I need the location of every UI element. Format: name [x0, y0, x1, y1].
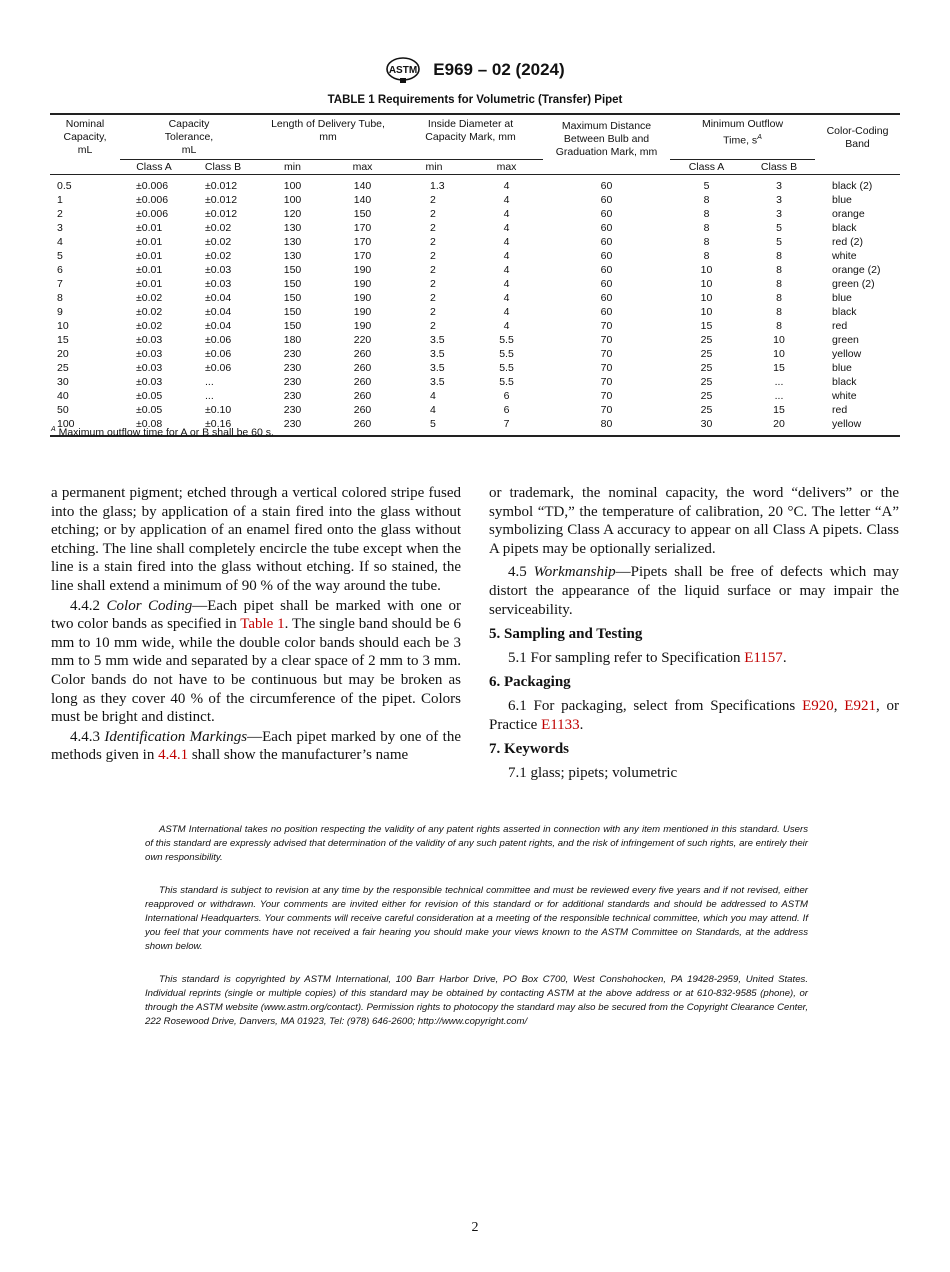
cell-length-max: 260 [353, 348, 372, 360]
patent-notice [145, 823, 808, 865]
cell-outflow-class-a: 8 [703, 236, 710, 248]
svg-text:ASTM: ASTM [389, 65, 418, 76]
cell-nominal-capacity: 15 [57, 334, 69, 346]
cell-nominal-capacity: 5 [57, 250, 63, 262]
right-column [489, 484, 899, 782]
cell-max-distance: 70 [600, 320, 613, 332]
cell-outflow-class-b: 20 [743, 417, 815, 436]
link-4-4-1[interactable]: 4.4.1 [158, 747, 189, 764]
cell-diameter-max: 4 [503, 278, 510, 290]
paragraph-4-5 [489, 563, 899, 619]
table-row [50, 347, 900, 361]
cell-max-distance: 80 [543, 417, 670, 436]
cell-diameter-min: 3.5 [430, 348, 445, 360]
cell-outflow-class-a: 10 [700, 264, 713, 276]
cell-diameter-max: 4 [503, 194, 510, 206]
cell-length-min: 180 [283, 334, 302, 346]
cell-tolerance-class-b: ±0.012 [205, 194, 238, 206]
cell-max-distance: 60 [600, 208, 613, 220]
cell-diameter-max: 4 [503, 236, 510, 248]
cell-outflow-class-a: 25 [700, 390, 713, 402]
cell-tolerance-class-b: ... [205, 376, 214, 388]
cell-length-max: 220 [353, 334, 372, 346]
cell-length-min: 100 [283, 194, 302, 206]
cell-color-band: red (2) [832, 236, 863, 248]
footnote-mark: A [51, 426, 56, 433]
cell-length-min: 100 [283, 180, 302, 192]
cell-color-band: red [832, 320, 848, 332]
cell-diameter-max: 4 [503, 292, 510, 304]
page-number: 2 [471, 1220, 479, 1235]
cell-length-max: 170 [353, 250, 372, 262]
cell-tolerance-class-b: ±0.03 [205, 264, 232, 276]
cell-tolerance-class-a: ±0.03 [136, 348, 163, 360]
notice-text: This standard is subject to revision at any time by the responsible technical committee and must be reviewed every five years and if not revised, either reapproved or withdrawn. Your comments are invited either for revision of this standard or for additional standards and should be addressed to ASTM International Headquarters. Your comments will receive careful consideration at a meeting of the responsible technical committee, which you may attend. If you feel that your comments have not received a fair hearing you should make your views known to the ASTM Committee on Standards, at the address shown below. [145, 885, 808, 952]
cell-nominal-capacity: 25 [57, 362, 69, 374]
header-color-band: Color-Coding Band [815, 114, 900, 175]
section-number: 4.4.2 [70, 597, 107, 614]
cell-length-min: 150 [283, 292, 302, 304]
cell-diameter-min: 2 [430, 292, 436, 304]
cell-diameter-max: 5.5 [499, 348, 514, 360]
table-row [50, 235, 900, 249]
cell-outflow-class-b: 15 [773, 404, 785, 416]
cell-tolerance-class-a: ±0.08 [120, 417, 188, 436]
link-e1133[interactable]: E1133 [541, 716, 580, 733]
footnote-ref: A [757, 134, 762, 141]
link-e920[interactable]: E920 [802, 697, 834, 714]
cell-outflow-class-b: 3 [776, 194, 782, 206]
paragraph-text: . The single band should be 6 mm to 10 mm wide, while the double color bands should each be 3 mm to 5 mm wide and separated by a clear space of 2 mm to 3 mm. Color bands do not have to be continuous but may be broken as long as they cover 40 % of the circumference of the pipet. Colors must be bright and distinct. [51, 616, 461, 726]
cell-color-band: red [832, 404, 848, 416]
cell-tolerance-class-a: ±0.02 [136, 292, 163, 304]
cell-length-min: 230 [283, 376, 302, 388]
header-min-outflow-label: Minimum Outflow Time, s [701, 118, 784, 147]
cell-length-max: 140 [353, 180, 372, 192]
cell-tolerance-class-a: ±0.02 [136, 306, 163, 318]
cell-diameter-min: 2 [430, 236, 436, 248]
cell-length-max: 170 [353, 222, 372, 234]
cell-length-max: 150 [353, 208, 372, 220]
paragraph-4-4-3-cont: or trademark, the nominal capacity, the word “delivers” or the symbol “TD,” the temperature of calibration, 20 °C. The letter “A” symbolizing Class A accuracy to appear on all Class A pipets. Class A pipets may be optionally serialized. [489, 485, 899, 557]
cell-outflow-class-a: 5 [703, 180, 710, 192]
cell-length-min: 150 [283, 320, 302, 332]
cell-length-max: 190 [353, 292, 372, 304]
cell-length-min: 230 [258, 417, 327, 436]
cell-length-max: 260 [353, 362, 372, 374]
paragraph-text: , or Practice [489, 697, 900, 733]
cell-nominal-capacity: 9 [57, 306, 63, 318]
cell-length-min: 230 [283, 348, 302, 360]
cell-outflow-class-a: 25 [700, 376, 713, 388]
paragraph-text: —Each pipet marked by one of the methods given in [51, 728, 461, 764]
cell-max-distance: 60 [600, 236, 613, 248]
header-class-a: Class A [120, 160, 188, 175]
cell-max-distance: 70 [600, 376, 613, 388]
table-row [50, 333, 900, 347]
cell-nominal-capacity: 50 [57, 404, 69, 416]
paragraph-6-1 [489, 697, 899, 734]
table-row [50, 361, 900, 375]
cell-max-distance: 70 [600, 362, 613, 374]
cell-tolerance-class-b: ±0.012 [205, 208, 238, 220]
cell-outflow-class-b: 8 [776, 306, 782, 318]
cell-nominal-capacity: 1 [57, 194, 63, 206]
cell-outflow-class-a: 10 [700, 278, 713, 290]
standard-designation: E969 – 02 (2024) [433, 60, 565, 79]
header-inside-diameter: Inside Diameter at Capacity Mark, mm [398, 114, 543, 160]
cell-length-max: 170 [353, 236, 372, 248]
cell-length-max: 190 [353, 278, 372, 290]
section-title: Color Coding [106, 597, 193, 614]
cell-outflow-class-b: ... [774, 376, 784, 388]
table-row [50, 277, 900, 291]
cell-color-band: yellow [815, 417, 900, 436]
cell-length-min: 130 [283, 250, 302, 262]
cell-outflow-class-b: 8 [776, 278, 782, 290]
table-row [50, 221, 900, 235]
cell-tolerance-class-b: ±0.04 [205, 306, 232, 318]
header-class-b: Class B [188, 160, 258, 175]
cell-outflow-class-b: 8 [776, 320, 782, 332]
cell-tolerance-class-a: ±0.05 [136, 404, 163, 416]
cell-length-min: 130 [283, 222, 302, 234]
cell-max-distance: 60 [600, 292, 613, 304]
header-min-outflow-time [670, 114, 815, 160]
cell-diameter-max: 4 [503, 250, 510, 262]
cell-diameter-max: 4 [503, 320, 510, 332]
cell-diameter-min: 3.5 [430, 362, 445, 374]
cell-tolerance-class-b: ±0.06 [205, 334, 232, 346]
section-number: 4.5 [508, 564, 534, 581]
cell-nominal-capacity: 20 [57, 348, 69, 360]
cell-max-distance: 70 [600, 390, 613, 402]
cell-outflow-class-b: 8 [776, 292, 782, 304]
cell-length-max: 260 [353, 404, 372, 416]
header-delivery-tube-length: Length of Delivery Tube, mm [258, 114, 398, 160]
paragraph-7-1: 7.1 glass; pipets; volumetric [508, 764, 678, 781]
table-row [50, 291, 900, 305]
header-diameter-min: min [398, 160, 470, 175]
cell-tolerance-class-b: ±0.012 [205, 180, 238, 192]
cell-length-max: 140 [353, 194, 372, 206]
cell-outflow-class-a: 25 [700, 334, 713, 346]
cell-outflow-class-b: 3 [776, 180, 782, 192]
cell-diameter-max: 5.5 [499, 334, 514, 346]
cell-nominal-capacity: 10 [57, 320, 69, 332]
cell-diameter-max: 4 [503, 222, 510, 234]
cell-diameter-max: 4 [503, 264, 510, 276]
requirements-table [50, 113, 900, 437]
cell-length-max: 190 [353, 264, 372, 276]
heading-keywords: 7. Keywords [489, 741, 569, 758]
cell-outflow-class-a: 30 [670, 417, 743, 436]
paragraph-4-4-2 [51, 597, 461, 727]
cell-diameter-min: 2 [430, 264, 436, 276]
cell-nominal-capacity: 30 [57, 376, 69, 388]
cell-max-distance: 70 [600, 348, 613, 360]
cell-diameter-max: 4 [503, 306, 510, 318]
paragraph-text: . [579, 716, 584, 733]
cell-nominal-capacity: 100 [50, 417, 120, 436]
table-row [50, 193, 900, 207]
cell-tolerance-class-a: ±0.01 [136, 222, 163, 234]
cell-outflow-class-b: ... [774, 390, 784, 402]
section-title: Identification Markings [104, 728, 248, 745]
link-table-1[interactable]: Table 1 [240, 616, 285, 633]
cell-nominal-capacity: 8 [57, 292, 63, 304]
cell-diameter-min: 4 [430, 404, 436, 416]
cell-diameter-min: 2 [430, 306, 436, 318]
cell-color-band: blue [832, 194, 852, 206]
cell-nominal-capacity: 4 [57, 236, 63, 248]
cell-outflow-class-b: 10 [773, 334, 785, 346]
heading-sampling-testing: 5. Sampling and Testing [489, 626, 643, 643]
cell-outflow-class-a: 25 [700, 348, 713, 360]
cell-length-max: 260 [353, 390, 372, 402]
cell-nominal-capacity: 3 [57, 222, 63, 234]
cell-outflow-class-b: 15 [773, 362, 785, 374]
cell-outflow-class-b: 5 [776, 222, 782, 234]
cell-outflow-class-b: 10 [773, 348, 785, 360]
cell-diameter-min: 3.5 [430, 334, 445, 346]
cell-diameter-max: 5.5 [499, 362, 514, 374]
cell-color-band: blue [832, 362, 852, 374]
cell-length-min: 230 [283, 404, 302, 416]
cell-diameter-min: 3.5 [430, 376, 445, 388]
cell-tolerance-class-a: ±0.006 [136, 194, 169, 206]
cell-tolerance-class-b: ±0.02 [205, 250, 232, 262]
cell-color-band: black [832, 376, 857, 388]
cell-tolerance-class-a: ±0.006 [136, 208, 169, 220]
cell-nominal-capacity: 2 [57, 208, 63, 220]
table-row [50, 319, 900, 333]
cell-diameter-min: 2 [430, 250, 436, 262]
cell-length-max: 190 [353, 320, 372, 332]
cell-diameter-max: 5.5 [499, 376, 514, 388]
cell-diameter-min: 1.3 [430, 180, 445, 192]
header-outflow-class-b: Class B [743, 160, 815, 175]
table-row [50, 207, 900, 221]
cell-length-min: 120 [283, 208, 302, 220]
cell-color-band: black [832, 306, 857, 318]
left-column [51, 484, 461, 765]
cell-tolerance-class-a: ±0.01 [136, 278, 163, 290]
revision-notice [145, 884, 808, 954]
cell-nominal-capacity: 6 [57, 264, 63, 276]
cell-tolerance-class-b: ±0.10 [205, 404, 232, 416]
page-header [0, 57, 950, 83]
astm-logo-icon [385, 57, 421, 83]
paragraph-text: —Each pipet shall be marked with one or two color bands as specified in [51, 597, 461, 633]
header-length-min: min [258, 160, 327, 175]
cell-tolerance-class-a: ±0.01 [136, 250, 163, 262]
cell-outflow-class-b: 8 [776, 250, 782, 262]
cell-length-min: 230 [283, 390, 302, 402]
cell-length-min: 230 [283, 362, 302, 374]
cell-max-distance: 60 [600, 180, 613, 192]
header-length-max: max [327, 160, 398, 175]
cell-nominal-capacity: 7 [57, 278, 63, 290]
header-nominal-capacity: Nominal Capacity, mL [50, 114, 120, 175]
header-diameter-max: max [470, 160, 543, 175]
cell-tolerance-class-b: ±0.02 [205, 236, 232, 248]
cell-outflow-class-b: 5 [776, 236, 782, 248]
footnote-text: Maximum outflow time for A or B shall be 60 s. [55, 426, 274, 439]
table-footnote [51, 426, 274, 439]
cell-length-min: 150 [283, 278, 302, 290]
header-max-distance: Maximum Distance Between Bulb and Graduation Mark, mm [543, 114, 670, 175]
table-title: TABLE 1 Requirements for Volumetric (Transfer) Pipet [327, 94, 623, 106]
cell-max-distance: 60 [600, 194, 613, 206]
cell-outflow-class-a: 8 [703, 208, 710, 220]
cell-outflow-class-a: 10 [700, 292, 713, 304]
cell-tolerance-class-b: ... [205, 390, 214, 402]
paragraph-text: —Pipets shall be free of defects which may distort the appearance of the liquid surface or may impair the serviceability. [489, 564, 899, 618]
link-e1157[interactable]: E1157 [744, 649, 783, 666]
cell-tolerance-class-a: ±0.006 [136, 180, 169, 192]
cell-tolerance-class-b: ±0.02 [205, 222, 232, 234]
cell-tolerance-class-a: ±0.05 [136, 390, 163, 402]
cell-max-distance: 60 [600, 250, 613, 262]
table-row [50, 249, 900, 263]
cell-color-band: black (2) [832, 180, 873, 192]
cell-color-band: orange [832, 208, 865, 220]
cell-tolerance-class-a: ±0.01 [136, 236, 163, 248]
paragraph-text: 5.1 For sampling refer to Specification [508, 649, 745, 666]
cell-tolerance-class-b: ±0.03 [205, 278, 232, 290]
link-e921[interactable]: E921 [844, 697, 876, 714]
paragraph-text: , [833, 697, 845, 714]
cell-outflow-class-a: 10 [700, 306, 713, 318]
cell-max-distance: 60 [600, 264, 613, 276]
cell-outflow-class-b: 8 [776, 264, 782, 276]
paragraph-text: shall show the manufacturer’s name [188, 747, 409, 764]
cell-tolerance-class-a: ±0.01 [136, 264, 163, 276]
cell-tolerance-class-b: ±0.04 [205, 320, 232, 332]
cell-color-band: yellow [832, 348, 862, 360]
cell-tolerance-class-b: ±0.04 [205, 292, 232, 304]
cell-length-min: 150 [283, 306, 302, 318]
cell-diameter-min: 2 [430, 320, 436, 332]
table-row [50, 175, 900, 194]
cell-outflow-class-b: 3 [776, 208, 782, 220]
cell-max-distance: 60 [600, 306, 613, 318]
cell-length-max: 190 [353, 306, 372, 318]
cell-diameter-min: 4 [430, 390, 436, 402]
table-body [50, 175, 900, 437]
paragraph-5-1 [489, 649, 899, 668]
paragraph-text: . [782, 649, 787, 666]
table-row [50, 403, 900, 417]
cell-tolerance-class-a: ±0.02 [136, 320, 163, 332]
heading-packaging: 6. Packaging [489, 674, 571, 691]
table-row [50, 305, 900, 319]
cell-diameter-min: 2 [430, 222, 436, 234]
paragraph-4-4-1-cont: a permanent pigment; etched through a vertical colored stripe fused into the glass; by application of a stain fired into the glass without etching; or by application of an enamel fired onto the glass without etching. The line shall completely encircle the tube except when the line is a stain fired into the glass without etching. If so stained, the line shall extend a minimum of 90 % of the way around the tube. [51, 485, 461, 594]
cell-outflow-class-a: 15 [700, 320, 713, 332]
cell-outflow-class-a: 25 [700, 404, 713, 416]
notice-text: This standard is copyrighted by ASTM International, 100 Barr Harbor Drive, PO Box C700, West Conshohocken, PA 19428-2959, United States. Individual reprints (single or multiple copies) of this standard may be obtained by contacting ASTM at the above address or at 610-832-9585 (phone), or through the ASTM website (www.astm.org/contact). Permission rights to photocopy the standard may also be secured from the Copyright Clearance Center, 222 Rosewood Drive, Danvers, MA 01923, Tel: (978) 646-2600; http://www.copyright.com/ [145, 974, 808, 1027]
cell-length-min: 150 [283, 264, 302, 276]
header-outflow-class-a: Class A [670, 160, 743, 175]
cell-color-band: blue [832, 292, 852, 304]
cell-diameter-min: 5 [398, 417, 470, 436]
cell-diameter-min: 2 [430, 278, 436, 290]
cell-color-band: green [832, 334, 859, 346]
cell-max-distance: 70 [600, 404, 613, 416]
cell-diameter-max: 6 [503, 404, 510, 416]
cell-tolerance-class-b: ±0.06 [205, 362, 232, 374]
table-row [50, 263, 900, 277]
cell-outflow-class-a: 25 [700, 362, 713, 374]
copyright-notice [145, 973, 808, 1029]
cell-diameter-max: 4 [503, 180, 510, 192]
cell-color-band: white [832, 250, 857, 262]
section-number: 4.4.3 [70, 728, 105, 745]
cell-diameter-max: 7 [470, 417, 543, 436]
cell-diameter-max: 6 [503, 390, 510, 402]
cell-length-max: 260 [353, 376, 372, 388]
cell-nominal-capacity: 0.5 [57, 180, 72, 192]
cell-color-band: black [832, 222, 857, 234]
cell-outflow-class-a: 8 [703, 194, 710, 206]
cell-max-distance: 70 [600, 334, 613, 346]
cell-color-band: orange (2) [832, 264, 881, 276]
cell-outflow-class-a: 8 [703, 222, 710, 234]
cell-max-distance: 60 [600, 278, 613, 290]
paragraph-4-4-3 [51, 728, 461, 765]
cell-color-band: white [832, 390, 857, 402]
cell-nominal-capacity: 40 [57, 390, 69, 402]
table-row [50, 375, 900, 389]
paragraph-text: 6.1 For packaging, select from Specifications [508, 697, 803, 714]
cell-length-max: 260 [327, 417, 398, 436]
table-row [50, 389, 900, 403]
cell-tolerance-class-b: ±0.06 [205, 348, 232, 360]
cell-diameter-min: 2 [430, 208, 436, 220]
cell-diameter-max: 4 [503, 208, 510, 220]
cell-max-distance: 60 [600, 222, 613, 234]
cell-tolerance-class-a: ±0.03 [136, 362, 163, 374]
cell-tolerance-class-b: ±0.16 [188, 417, 258, 436]
cell-outflow-class-a: 8 [703, 250, 710, 262]
cell-color-band: green (2) [832, 278, 875, 290]
cell-tolerance-class-a: ±0.03 [136, 334, 163, 346]
cell-diameter-min: 2 [430, 194, 436, 206]
notice-text: ASTM International takes no position respecting the validity of any patent rights asserted in connection with any item mentioned in this standard. Users of this standard are expressly advised that determination of the validity of any such patent rights, and the risk of infringement of such rights, are entirely their own responsibility. [145, 824, 808, 863]
header-capacity-tolerance: Capacity Tolerance, mL [120, 114, 258, 160]
cell-tolerance-class-a: ±0.03 [136, 376, 163, 388]
cell-length-min: 130 [283, 236, 302, 248]
section-title: Workmanship [533, 564, 616, 581]
